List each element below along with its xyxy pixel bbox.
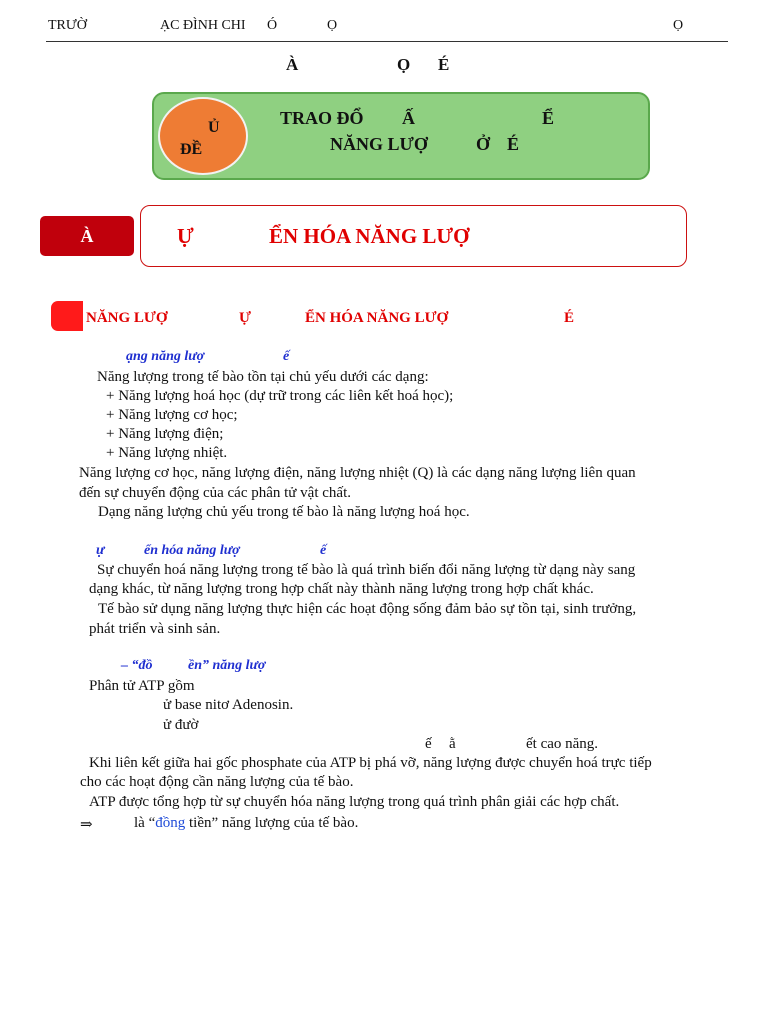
- p3-line7: ATP được tổng hợp từ sự chuyển hóa năng lượng trong quá trình phân giải các hợp chất.: [89, 794, 620, 810]
- dong-link[interactable]: đồng: [155, 815, 186, 831]
- p3-line4-part2: ằ: [449, 736, 456, 752]
- p3-line8-prefix: là “: [134, 815, 156, 831]
- lesson-badge: À: [40, 216, 134, 256]
- topic-circle-line1: Ủ: [208, 119, 220, 136]
- arrow-icon: ⇒: [80, 817, 93, 833]
- sub3-heading-part2: ền” năng lượ: [188, 658, 266, 673]
- topic-title-part3: Ể: [542, 108, 555, 128]
- header-school-name: ẠC ĐÌNH CHI: [160, 18, 246, 33]
- p1-line1: Năng lượng trong tế bào tồn tại chủ yếu dưới các dạng:: [97, 369, 429, 385]
- p3-line2: ử base nitơ Adenosin.: [163, 697, 294, 713]
- topic-title-part4: NĂNG LƯỢ: [330, 134, 428, 154]
- p1-line4: + Năng lượng điện;: [106, 426, 224, 442]
- p3-line8-suffix: tiền” năng lượng của tế bào.: [185, 815, 359, 831]
- section1-heading-part2: Ự: [239, 310, 251, 326]
- p1-line8: Dạng năng lượng chủ yếu trong tế bào là năng lượng hoá học.: [98, 504, 470, 520]
- p3-line5: Khi liên kết giữa hai gốc phosphate của ATP bị phá vỡ, năng lượng được chuyển hoá trực tiếp: [89, 755, 652, 771]
- p3-line4-part1: ế: [425, 736, 432, 752]
- p2-line3: Tế bào sử dụng năng lượng thực hiện các hoạt động sống đảm bảo sự tồn tại, sinh trưởng,: [98, 601, 637, 617]
- p1-line3: + Năng lượng cơ học;: [106, 407, 238, 423]
- p1-line6: Năng lượng cơ học, năng lượng điện, năng lượng nhiệt (Q) là các dạng năng lượng liên quan: [79, 465, 636, 481]
- topic-circle: [158, 97, 248, 175]
- p3-line8: [134, 815, 358, 832]
- p3-line4-part3: ết cao năng.: [526, 736, 599, 752]
- sub2-heading-part3: ế: [320, 543, 327, 558]
- topic-title-part6: É: [507, 134, 520, 154]
- header-fragment-1: Ó: [267, 18, 278, 33]
- p1-line5: + Năng lượng nhiệt.: [106, 445, 228, 461]
- lesson-title-part2: ỂN HÓA NĂNG LƯỢ: [269, 224, 470, 248]
- sub2-heading-part1: ự: [96, 543, 105, 558]
- p1-line7: đến sự chuyển động của các phân tử vật chất.: [79, 485, 351, 501]
- header-school-prefix: TRƯỜ: [48, 18, 87, 33]
- header-fragment-right: Ọ: [673, 18, 684, 33]
- subtitle-fragment-2: Ọ: [397, 55, 411, 74]
- sub2-heading-part2: ển hóa năng lượ: [144, 543, 240, 558]
- topic-circle-line2: ĐỀ: [180, 141, 203, 158]
- section1-heading-part1: NĂNG LƯỢ: [86, 310, 168, 326]
- p1-line2: + Năng lượng hoá học (dự trữ trong các liên kết hoá học);: [106, 388, 454, 404]
- p3-line6: cho các hoạt động cần năng lượng của tế bào.: [80, 774, 354, 790]
- p3-line3: ử đườ: [163, 717, 199, 733]
- header-fragment-2: Ọ: [327, 18, 338, 33]
- section1-heading-part4: É: [564, 310, 575, 326]
- topic-title-part5: Ở: [476, 134, 491, 154]
- topic-title-part1: TRAO ĐỔ: [280, 108, 364, 128]
- topic-title-part2: Ấ: [402, 108, 415, 128]
- p2-line1: Sự chuyển hoá năng lượng trong tế bào là quá trình biến đổi năng lượng từ dạng này sang: [97, 562, 636, 578]
- p3-line1: Phân tử ATP gồm: [89, 678, 195, 694]
- section1-heading-part3: ỂN HÓA NĂNG LƯỢ: [305, 310, 449, 326]
- lesson-title-part1: Ự: [177, 224, 194, 248]
- section-marker-tab: [51, 301, 83, 331]
- p2-line4: phát triển và sinh sản.: [89, 621, 221, 637]
- sub3-heading-part1: – “đồ: [121, 658, 153, 673]
- subtitle-fragment-3: É: [438, 55, 450, 74]
- p2-line2: dạng khác, từ năng lượng trong hợp chất này thành năng lượng trong hợp chất khác.: [89, 581, 594, 597]
- header-divider: [46, 41, 728, 42]
- subtitle-fragment-1: À: [286, 55, 299, 74]
- sub1-heading-part2: ế: [283, 349, 290, 364]
- sub1-heading-part1: ạng năng lượ: [126, 349, 205, 364]
